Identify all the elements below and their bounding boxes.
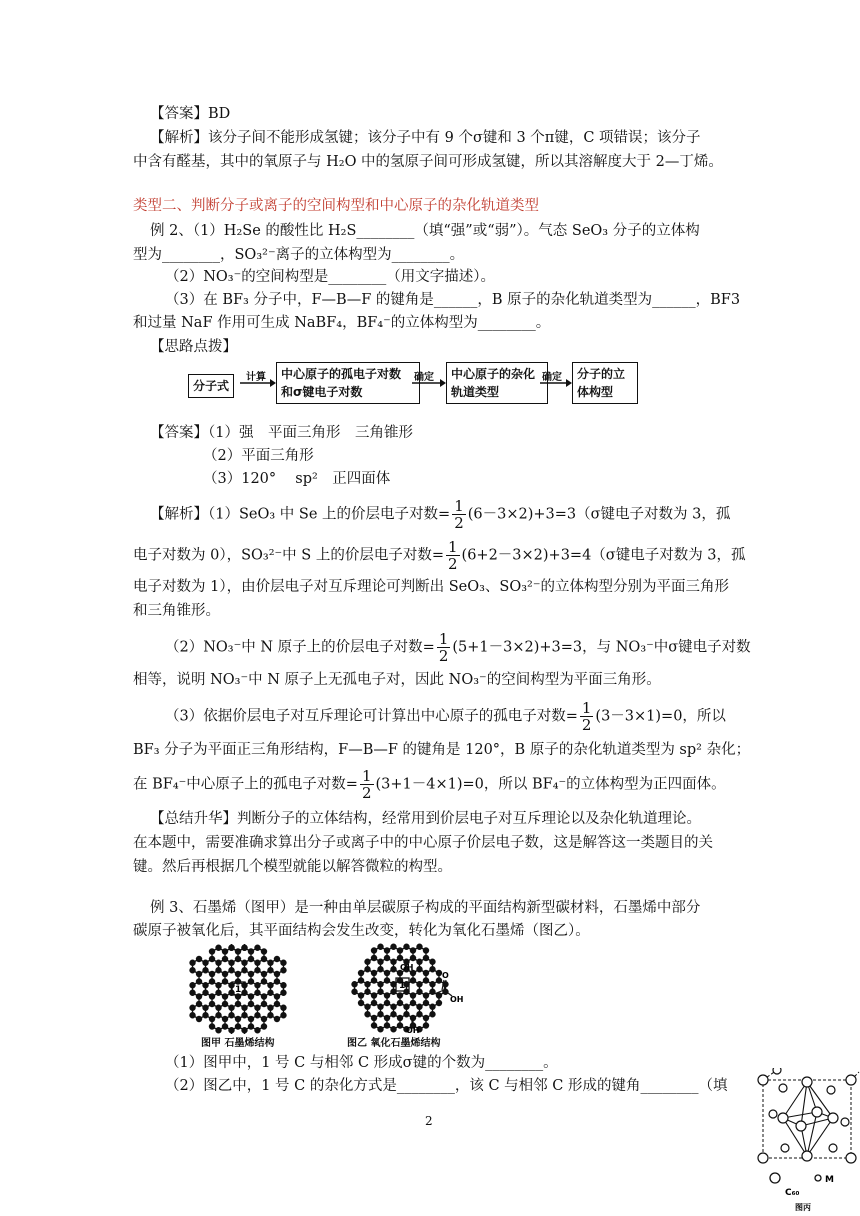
fraction-half: $\frac{1}{2}$ — [581, 699, 592, 734]
carbon-atom — [254, 1027, 260, 1033]
carbon-atom — [215, 1027, 221, 1033]
graphene-structure-figure — [183, 944, 293, 1034]
carbon-atom — [423, 977, 429, 983]
carbon-atom — [397, 955, 403, 961]
carbon-atom — [209, 1023, 215, 1029]
carbon-atom — [384, 1000, 390, 1006]
label-one-b: 1 — [399, 981, 406, 991]
carbon-atom — [228, 1027, 234, 1033]
carbon-atom — [261, 948, 267, 954]
carbon-atom — [196, 1001, 202, 1007]
analysis-2-b1: （2）NO₃⁻中 N 原子上的价层电子对数= $\frac{1}{2}$ (5+1－3×2)+3=3，与 NO₃⁻中σ键电子对数 — [165, 630, 751, 665]
carbon-atom — [222, 948, 228, 954]
carbon-atom — [228, 945, 234, 951]
fraction-half: $\frac{1}{2}$ — [447, 538, 458, 573]
carbon-atom — [248, 956, 254, 962]
carbon-atom — [371, 977, 377, 983]
carbon-atom — [209, 956, 215, 962]
carbon-atom — [248, 978, 254, 984]
crystal-cell-figure — [755, 1068, 860, 1216]
carbon-atom — [228, 1005, 234, 1011]
carbon-atom — [261, 956, 267, 962]
carbon-atom — [235, 1023, 241, 1029]
label-m: M — [825, 1175, 834, 1185]
fraction-half: $\frac{1}{2}$ — [361, 767, 372, 802]
carbon-atom — [228, 967, 234, 973]
carbon-atom — [274, 956, 280, 962]
carbon-atom — [274, 1001, 280, 1007]
ex2-q2: （2）NO₃⁻的空间构型是________（用文字描述）。 — [165, 269, 496, 285]
carbon-atom — [377, 944, 383, 950]
carbon-atom — [215, 982, 221, 988]
carbon-atom — [377, 1004, 383, 1010]
summary-line-2: 在本题中，需要准确求算出分子或离子中的中心原子价层电子数，这是解答这一类题目的关 — [133, 835, 713, 851]
carbon-atom — [429, 1011, 435, 1017]
carbon-atom — [254, 1005, 260, 1011]
carbon-atom — [241, 1012, 247, 1018]
carbon-atom — [377, 1026, 383, 1032]
carbon-atom — [215, 960, 221, 966]
flow-box-shape — [572, 362, 638, 404]
carbon-atom — [423, 1000, 429, 1006]
carbon-atom — [358, 977, 364, 983]
carbon-atom — [235, 956, 241, 962]
carbon-atom — [222, 956, 228, 962]
carbon-atom — [364, 966, 370, 972]
carbon-atom — [196, 1016, 202, 1022]
carbon-atom — [371, 947, 377, 953]
carbon-atom — [377, 989, 383, 995]
carbon-atom — [248, 1023, 254, 1029]
carbon-atom — [209, 1016, 215, 1022]
carbon-atom — [222, 1001, 228, 1007]
carbon-atom — [371, 992, 377, 998]
carbon-atom — [202, 982, 208, 988]
carbon-atom — [410, 977, 416, 983]
analysis-2-c1: （3）依据价层电子对互斥理论可计算出中心原子的孤电子对数= $\frac{1}{2}$ (3－3×1)=0，所以 — [165, 699, 726, 734]
section-title: 类型二、判断分子或离子的空间构型和中心原子的杂化轨道类型 — [133, 198, 539, 214]
flow-arrow-label-determine-2: 确定 — [542, 372, 562, 383]
carbon-atom — [267, 960, 273, 966]
carbon-atom — [384, 977, 390, 983]
carbon-atom — [267, 982, 273, 988]
carbon-atom — [429, 966, 435, 972]
carbon-atom — [416, 1011, 422, 1017]
carbon-atom — [351, 981, 357, 987]
carbon-atom — [371, 955, 377, 961]
carbon-atom — [235, 971, 241, 977]
carbon-atom — [403, 944, 409, 950]
carbon-atom — [241, 1027, 247, 1033]
fig-c-caption: 图丙 — [795, 1203, 811, 1212]
carbon-atom — [248, 948, 254, 954]
flow-box-hybrid-line-2: 轨道类型 — [451, 385, 500, 399]
carbon-atom — [390, 1026, 396, 1032]
carbon-atom — [410, 1000, 416, 1006]
carbon-atom — [429, 981, 435, 987]
carbon-atom — [397, 947, 403, 953]
carbon-atom — [416, 981, 422, 987]
analysis-2-a3: 电子对数为 1），由价层电子对互斥理论可判断出 SeO₃、SO₃²⁻的立体构型分别为平面三角形 — [133, 579, 730, 595]
carbon-atom — [261, 978, 267, 984]
carbon-atom — [429, 1004, 435, 1010]
carbon-atom — [254, 967, 260, 973]
summary-line-1: 【总结升华】判断分子的立体结构，经常用到价层电子对互斥理论以及杂化轨道理论。 — [150, 811, 701, 827]
carbon-atom — [202, 967, 208, 973]
carbon-atom — [267, 1005, 273, 1011]
carbon-atom — [397, 992, 403, 998]
carbon-atom — [416, 944, 422, 950]
carbon-atom — [351, 989, 357, 995]
carbon-atom — [222, 1016, 228, 1022]
carbon-atom — [403, 1004, 409, 1010]
carbon-atom — [261, 993, 267, 999]
carbon-atom — [267, 967, 273, 973]
summary-line-3: 键。然后再根据几个模型就能以解答微粒的构型。 — [133, 859, 452, 875]
carbon-atom — [416, 1004, 422, 1010]
carbon-atom — [423, 955, 429, 961]
carbon-atom — [384, 955, 390, 961]
answer-text: BD — [208, 106, 231, 122]
flow-box-hybrid-line-1: 中心原子的杂化 — [451, 367, 536, 381]
carbon-atom — [371, 1015, 377, 1021]
carbon-atom — [280, 1012, 286, 1018]
carbon-atom — [189, 1005, 195, 1011]
flow-arrow-label-determine-1: 确定 — [414, 372, 434, 383]
carbon-atom — [202, 1012, 208, 1018]
carbon-atom — [364, 1011, 370, 1017]
carbon-atom — [390, 944, 396, 950]
carbon-atom — [215, 945, 221, 951]
carbon-atom — [222, 993, 228, 999]
carbon-atom — [364, 1004, 370, 1010]
flow-arrow-3 — [540, 378, 572, 388]
carbon-atom — [429, 959, 435, 965]
carbon-atom — [436, 1000, 442, 1006]
carbon-atom — [196, 978, 202, 984]
carbon-atom — [377, 981, 383, 987]
label-oh-top: OH — [400, 963, 414, 972]
carbon-atom — [248, 1001, 254, 1007]
carbon-atom — [371, 970, 377, 976]
carbon-atom — [241, 960, 247, 966]
carbon-atom — [261, 1023, 267, 1029]
carbon-atom — [377, 959, 383, 965]
carbon-atom — [371, 1022, 377, 1028]
carbon-atom — [189, 990, 195, 996]
carbon-atom — [397, 1022, 403, 1028]
carbon-atom — [274, 978, 280, 984]
label-oh-bottom: OH — [406, 1026, 420, 1034]
ex2-q1-line-2: 型为________，SO₃²⁻离子的立体构型为________。 — [133, 247, 465, 263]
carbon-atom — [196, 993, 202, 999]
carbon-atom — [254, 990, 260, 996]
carbon-atom — [235, 948, 241, 954]
carbon-atom — [410, 947, 416, 953]
carbon-atom — [423, 992, 429, 998]
fraction-half: $\frac{1}{2}$ — [438, 630, 449, 665]
fraction-half: $\frac{1}{2}$ — [454, 497, 464, 532]
carbon-atom — [358, 992, 364, 998]
label-one-a: 1 — [235, 985, 242, 995]
answer-2-line-2: （2）平面三角形 — [203, 448, 314, 464]
carbon-atom — [390, 959, 396, 965]
label-oh-right: OH — [450, 995, 464, 1004]
carbon-atom — [390, 966, 396, 972]
analysis-2-a2: 电子对数为 0），SO₃²⁻中 S 上的价层电子对数= $\frac{1}{2}$ (6+2－3×2)+3=4（σ键电子对数为 3，孤 — [133, 538, 746, 573]
graphene-oxide-structure-figure — [338, 940, 468, 1034]
carbon-atom — [228, 1012, 234, 1018]
carbon-atom — [416, 966, 422, 972]
carbon-atom — [423, 947, 429, 953]
label-o: O — [442, 971, 449, 980]
carbon-atom — [377, 966, 383, 972]
carbon-atom — [416, 959, 422, 965]
carbon-atom — [410, 1015, 416, 1021]
carbon-atom — [248, 1016, 254, 1022]
carbon-atom — [384, 1022, 390, 1028]
flow-box-formula: 分子式 — [188, 374, 234, 398]
flow-box-hybrid — [446, 362, 548, 404]
carbon-atom — [241, 945, 247, 951]
carbon-atom — [209, 978, 215, 984]
carbon-atom — [410, 955, 416, 961]
carbon-atom — [202, 960, 208, 966]
answer-2-line-1: 【答案】（1）强 平面三角形 三角锥形 — [150, 425, 413, 441]
carbon-atom — [416, 989, 422, 995]
carbon-atom — [261, 1001, 267, 1007]
fig-b-caption: 图乙 氧化石墨烯结构 — [347, 1038, 441, 1049]
carbon-atom — [189, 960, 195, 966]
ex3-q1: （1）图甲中，1 号 C 与相邻 C 形成σ键的个数为________。 — [165, 1055, 558, 1071]
carbon-atom — [254, 1012, 260, 1018]
carbon-atom — [364, 981, 370, 987]
flow-box-shape-line-2: 体构型 — [577, 385, 614, 399]
carbon-atom — [215, 1005, 221, 1011]
carbon-atom — [215, 1012, 221, 1018]
carbon-atom — [254, 982, 260, 988]
answer-label: 【答案】 — [150, 106, 208, 122]
carbon-atom — [403, 1011, 409, 1017]
carbon-atom — [261, 1016, 267, 1022]
analysis-2-c3: 在 BF₄⁻中心原子上的孤电子对数= $\frac{1}{2}$ (3+1－4×1)=0，所以 BF₄⁻的立体构型为正四面体。 — [133, 767, 726, 802]
carbon-atom — [358, 970, 364, 976]
flow-arrow-1 — [240, 378, 276, 388]
carbon-atom — [196, 971, 202, 977]
carbon-atom — [274, 993, 280, 999]
ex3-line-2: 碳原子被氧化后，其平面结构会发生改变，转化为氧化石墨烯（图乙）。 — [133, 923, 590, 939]
carbon-atom — [241, 967, 247, 973]
carbon-atom — [261, 971, 267, 977]
label-c60: C₆₀ — [785, 1188, 800, 1198]
analysis-2-b2: 相等，说明 NO₃⁻中 N 原子上无孤电子对，因此 NO₃⁻的空间构型为平面三角形。 — [133, 672, 661, 688]
carbon-atom — [364, 989, 370, 995]
carbon-atom — [280, 1005, 286, 1011]
flow-box-lone-pairs — [276, 362, 420, 404]
carbon-atom — [222, 978, 228, 984]
analysis-2-a4: 和三角锥形。 — [133, 603, 220, 619]
carbon-atom — [410, 992, 416, 998]
carbon-atom — [267, 990, 273, 996]
carbon-atom — [196, 956, 202, 962]
ex2-q3-line-1: （3）在 BF₃ 分子中，F—B—F 的键角是______，B 原子的杂化轨道类型为______，BF3 — [165, 292, 741, 308]
carbon-atom — [423, 1022, 429, 1028]
carbon-atom — [202, 1005, 208, 1011]
carbon-atom — [384, 1015, 390, 1021]
carbon-atom — [189, 982, 195, 988]
flow-box-shape-line-1: 分子的立 — [577, 367, 626, 381]
carbon-atom — [280, 990, 286, 996]
ex2-q1-line-1: 例 2、（1）H₂Se 的酸性比 H₂S________（填“强”或“弱”）。气态 SeO₃ 分子的立体构 — [150, 223, 700, 239]
carbon-atom — [377, 1011, 383, 1017]
carbon-atom — [274, 1016, 280, 1022]
carbon-atom — [222, 1023, 228, 1029]
answer-2-line-3: （3）120° sp² 正四面体 — [203, 471, 391, 487]
carbon-atom — [364, 959, 370, 965]
carbon-atom — [423, 1015, 429, 1021]
analysis-2-a1: 【解析】（1）SeO₃ 中 Se 上的价层电子对数= $\frac{1}{2}$ (6－3×2)+3=3（σ键电子对数为 3，孤 — [150, 497, 731, 532]
carbon-atom — [423, 970, 429, 976]
carbon-atom — [235, 1016, 241, 1022]
carbon-atom — [189, 1012, 195, 1018]
carbon-atom — [248, 971, 254, 977]
flow-box-lone-pairs-line-1: 中心原子的孤电子对数 — [281, 367, 402, 381]
carbon-atom — [384, 992, 390, 998]
answer-1 — [150, 104, 230, 124]
page-number: 2 — [425, 1114, 433, 1128]
carbon-atom — [280, 982, 286, 988]
carbon-atom — [280, 967, 286, 973]
fig-a-caption: 图甲 石墨烯结构 — [201, 1038, 275, 1049]
carbon-atom — [280, 960, 286, 966]
carbon-atom — [254, 960, 260, 966]
carbon-atom — [384, 947, 390, 953]
carbon-atom — [209, 1001, 215, 1007]
carbon-atom — [202, 990, 208, 996]
carbon-atom — [371, 1000, 377, 1006]
carbon-atom — [215, 990, 221, 996]
carbon-atom — [228, 960, 234, 966]
carbon-atom — [390, 1011, 396, 1017]
flow-box-lone-pairs-line-2: 和σ键电子对数 — [281, 385, 363, 399]
carbon-atom — [215, 967, 221, 973]
analysis-2-c2: BF₃ 分子为平面正三角形结构，F—B—F 的键角是 120°，B 原子的杂化轨道类型为 sp² 杂化； — [133, 742, 751, 758]
hint-label: 【思路点拨】 — [150, 339, 237, 355]
carbon-atom — [209, 993, 215, 999]
carbon-atom — [254, 945, 260, 951]
carbon-atom — [241, 1005, 247, 1011]
carbon-atom — [222, 971, 228, 977]
carbon-atom — [390, 1004, 396, 1010]
ex2-q3-line-2: 和过量 NaF 作用可生成 NaBF₄，BF₄⁻的立体构型为________。 — [133, 315, 551, 331]
analysis-1-line-1: 【解析】该分子间不能形成氢键；该分子中有 9 个σ键和 3 个π键，C 项错误；该分子 — [150, 130, 701, 146]
ex3-q2: （2）图乙中，1 号 C 的杂化方式是________，该 C 与相邻 C 形成的键角________（填 — [165, 1078, 728, 1094]
flow-arrow-label-calc: 计算 — [246, 372, 266, 383]
analysis-1-line-2: 中含有醛基，其中的氧原子与 H₂O 中的氢原子间可形成氢键，所以其溶解度大于 2—丁烯。 — [133, 154, 723, 170]
flow-arrow-2 — [412, 378, 446, 388]
carbon-atom — [209, 971, 215, 977]
carbon-atom — [397, 1000, 403, 1006]
ex3-line-1: 例 3、石墨烯（图甲）是一种由单层碳原子构成的平面结构新型碳材料，石墨烯中部分 — [150, 900, 701, 916]
carbon-atom — [248, 993, 254, 999]
carbon-atom — [235, 1001, 241, 1007]
carbon-atom — [274, 971, 280, 977]
carbon-atom — [267, 1012, 273, 1018]
carbon-atom — [384, 970, 390, 976]
carbon-atom — [358, 1000, 364, 1006]
carbon-atom — [189, 967, 195, 973]
carbon-atom — [397, 1015, 403, 1021]
carbon-atom — [209, 948, 215, 954]
